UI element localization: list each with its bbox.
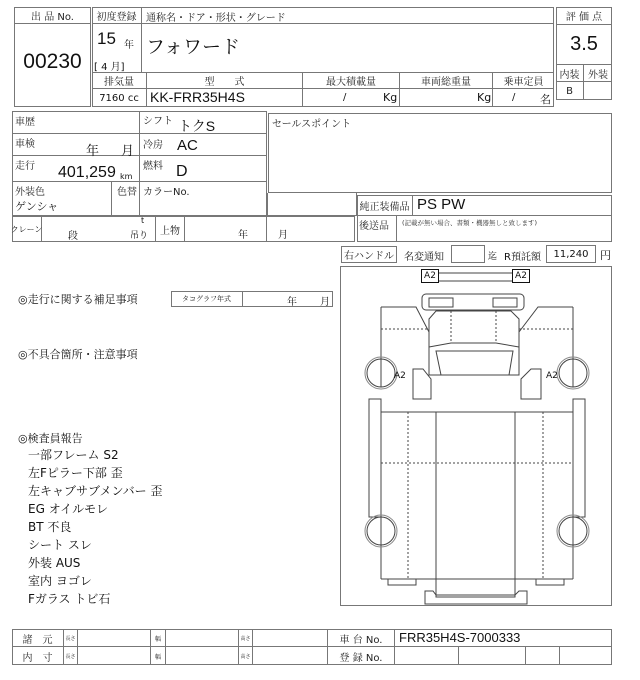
spec-height-value bbox=[253, 629, 328, 665]
capacity-unit: 名 bbox=[540, 93, 551, 106]
inspector-item: 左Fピラー下部 歪 bbox=[28, 466, 123, 480]
crane-stage-unit: 段 bbox=[68, 231, 78, 242]
equipment-label: 純正装備品 bbox=[357, 195, 413, 216]
spec-width-label: 幅 bbox=[151, 629, 166, 647]
inspector-item: シート スレ bbox=[28, 538, 92, 552]
crane-ton-unit: t bbox=[141, 216, 145, 225]
shipped-note: (記載が無い場合、書類・機器無しと致します) bbox=[402, 219, 538, 227]
damage-diagram bbox=[340, 266, 612, 606]
shipped-label: 後送品 bbox=[357, 216, 397, 242]
exterior-label: 外装 bbox=[584, 64, 612, 82]
score-value: 3.5 bbox=[570, 32, 598, 55]
body-year-unit: 年 bbox=[238, 230, 248, 241]
capacity-label: 乗車定員 bbox=[493, 72, 554, 89]
interior-label: 内装 bbox=[556, 64, 584, 82]
model-label: 型 式 bbox=[147, 72, 303, 89]
spec-width-value bbox=[166, 629, 239, 665]
inner-label: 内 寸 bbox=[12, 647, 64, 665]
inspection-label: 車検 bbox=[15, 139, 35, 150]
shift-label: シフト bbox=[143, 116, 173, 127]
inspection-year-unit: 年 bbox=[86, 144, 100, 159]
inner-height-label: 高さ bbox=[239, 647, 253, 665]
first-reg-year: 15 bbox=[97, 29, 116, 48]
yen-unit: 円 bbox=[600, 249, 611, 262]
gross-weight-unit: Kg bbox=[477, 91, 492, 104]
first-reg-label: 初度登録 bbox=[92, 7, 142, 24]
spec-label: 諸 元 bbox=[12, 629, 64, 647]
mileage-label: 走行 bbox=[15, 161, 35, 172]
max-load-unit: Kg bbox=[383, 91, 398, 104]
crane-label: クレーン bbox=[12, 216, 42, 242]
color-value: ゲンシャ bbox=[15, 200, 59, 213]
inspection-month-unit: 月 bbox=[121, 144, 135, 159]
color-change-label: 色替 bbox=[117, 187, 137, 198]
inner-width-label: 幅 bbox=[151, 647, 166, 665]
displacement: 7160 cc bbox=[92, 89, 147, 107]
row-line-3 bbox=[12, 156, 267, 182]
car-name: フォワード bbox=[146, 37, 241, 58]
interior-grade: B bbox=[556, 82, 584, 100]
fuel-label: 燃料 bbox=[143, 161, 163, 172]
exterior-grade bbox=[584, 82, 612, 100]
inspector-report-list bbox=[28, 446, 328, 608]
running-notes-label: ◎走行に関する補足事項 bbox=[18, 293, 138, 306]
inspector-item: 左キャブサブメンバー 歪 bbox=[28, 484, 163, 498]
tacho-label: タコグラフ年式 bbox=[171, 291, 243, 307]
name-change-label: 名変通知 bbox=[404, 252, 444, 263]
shift-value: トクS bbox=[178, 118, 216, 134]
inspector-item: 外装 AUS bbox=[28, 556, 81, 570]
name-change-field bbox=[451, 245, 485, 263]
inspector-item: EG オイルモレ bbox=[28, 502, 109, 516]
inspector-report-label: ◎検査員報告 bbox=[18, 432, 83, 445]
tacho-year-unit: 年 bbox=[287, 297, 297, 308]
crane-lift-unit: 吊り bbox=[130, 231, 149, 241]
reg-label: 登 録 No. bbox=[328, 647, 395, 665]
year-unit: 年 bbox=[124, 40, 134, 51]
ac-label: 冷房 bbox=[143, 140, 163, 151]
car-name-label: 通称名・ドア・形状・グレード bbox=[142, 7, 554, 24]
inner-length-label: 長さ bbox=[64, 647, 78, 665]
fuel-value: D bbox=[176, 163, 188, 180]
mileage-value: 401,259 bbox=[58, 164, 116, 181]
damage-mark-fender-right: A2 bbox=[546, 371, 558, 381]
row-line-1 bbox=[12, 111, 267, 134]
lot-number: 00230 bbox=[23, 50, 82, 73]
damage-mark-mirror-left: A2 bbox=[421, 269, 439, 283]
inspector-item: 室内 ヨゴレ bbox=[28, 574, 92, 588]
max-load-label: 最大積載量 bbox=[303, 72, 400, 89]
model: KK-FRR35H4S bbox=[147, 89, 303, 107]
score-label: 評 価 点 bbox=[556, 7, 612, 25]
spec-length-value bbox=[78, 629, 151, 665]
reg-cell-1 bbox=[395, 647, 459, 665]
capacity: / bbox=[512, 92, 516, 103]
reg-cell-3 bbox=[526, 647, 560, 665]
sales-point-label: セールスポイント bbox=[272, 119, 352, 130]
spec-length-label: 長さ bbox=[64, 629, 78, 647]
body-label: 上物 bbox=[155, 216, 185, 242]
equipment-value: PS PW bbox=[417, 196, 466, 213]
inspector-item: 一部フレーム S2 bbox=[28, 448, 119, 462]
color-no-label: カラーNo. bbox=[143, 187, 190, 198]
tacho-month-unit: 月 bbox=[320, 297, 330, 308]
displacement-label: 排気量 bbox=[92, 72, 147, 89]
first-reg-month: [ 4 月] bbox=[94, 62, 125, 73]
body-date-cell bbox=[185, 216, 355, 242]
row-line-2 bbox=[12, 134, 267, 156]
recycle-amount: 11,240 bbox=[546, 245, 596, 263]
color-label: 外装色 bbox=[15, 187, 45, 198]
empty-cell bbox=[267, 193, 357, 216]
lot-number-label: 出 品 No. bbox=[14, 7, 91, 24]
defects-label: ◎不具合箇所・注意事項 bbox=[18, 348, 138, 361]
damage-mark-fender-left: A2 bbox=[394, 371, 406, 381]
recycle-label: R預託額 bbox=[504, 252, 541, 263]
recycle-prefix: 迄 bbox=[488, 252, 498, 262]
spec-height-label: 高さ bbox=[239, 629, 253, 647]
reg-cell-2 bbox=[459, 647, 526, 665]
inspector-item: Fガラス トビ石 bbox=[28, 592, 111, 606]
ac-value: AC bbox=[177, 137, 198, 154]
max-load: / bbox=[343, 92, 347, 103]
chassis-number: FRR35H4S-7000333 bbox=[399, 630, 521, 645]
truck-outline bbox=[341, 267, 613, 607]
gross-weight-label: 車両総重量 bbox=[400, 72, 493, 89]
inspector-item: BT 不良 bbox=[28, 520, 72, 534]
body-month-unit: 月 bbox=[278, 230, 288, 241]
history-label: 車歴 bbox=[15, 117, 35, 128]
chassis-label: 車 台 No. bbox=[328, 629, 395, 647]
mileage-unit: km bbox=[120, 172, 133, 181]
handle-badge: 右ハンドル bbox=[341, 246, 397, 263]
damage-mark-mirror-right: A2 bbox=[512, 269, 530, 283]
